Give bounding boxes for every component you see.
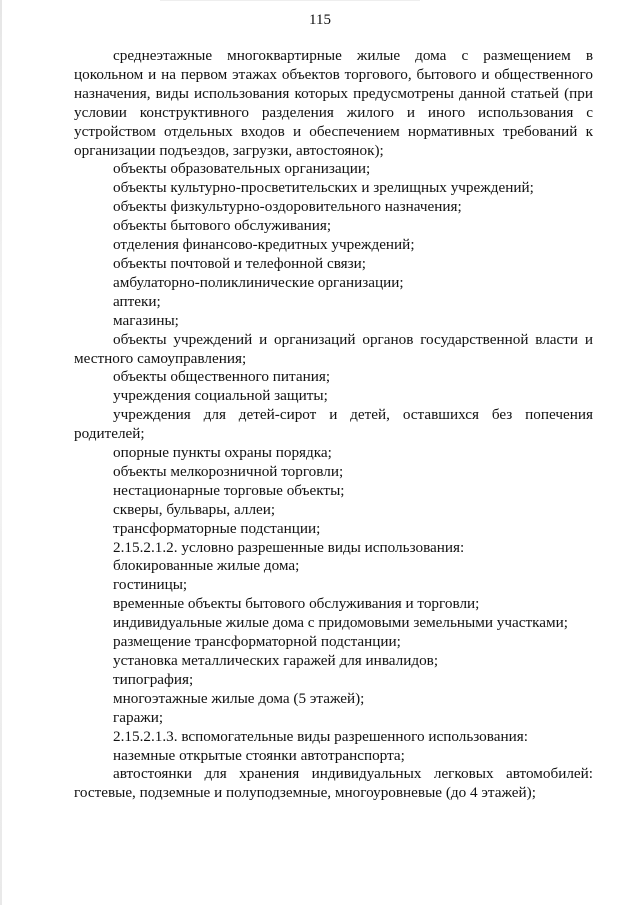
list-item: объекты образовательных организации;: [113, 160, 371, 178]
document-body: [74, 47, 593, 803]
list-item: объекты физкультурно-оздоровительного назначения;: [113, 198, 462, 216]
body-paragraph: учреждения для детей-сирот и детей, оставшихся без попечения родителей;: [74, 406, 593, 443]
list-item: гаражи;: [113, 708, 164, 726]
list-item: установка металлических гаражей для инвалидов;: [113, 652, 439, 669]
list-item: учреждения социальной защиты;: [113, 387, 328, 405]
list-item: объекты культурно-просветительских и зрелищных учреждений;: [113, 179, 534, 197]
list-item: объекты бытового обслуживания;: [113, 217, 332, 235]
list-item: скверы, бульвары, аллеи;: [113, 500, 276, 518]
scan-edge-shadow: [0, 0, 2, 905]
list-item: отделения финансово-кредитных учреждений;: [113, 236, 415, 254]
page-number: 115: [309, 12, 331, 28]
list-item: магазины;: [113, 311, 179, 329]
list-item: 2.15.2.1.2. условно разрешенные виды использования:: [113, 538, 465, 556]
list-item: амбулаторно-поликлинические организации;: [113, 273, 404, 291]
list-item: многоэтажные жилые дома (5 этажей);: [113, 689, 365, 707]
body-paragraph: автостоянки для хранения индивидуальных легковых автомобилей: гостевые, подземные и полуподземные, многоуровневые (до 4 этажей);: [74, 765, 593, 802]
list-item: временные объекты бытового обслуживания и торговли;: [113, 595, 480, 613]
list-item: объекты общественного питания;: [113, 368, 331, 386]
body-paragraph: среднеэтажные многоквартирные жилые дома с размещением в цокольном и на первом этажах объектов торгового, бытового и общественного назначения, виды использования которых предусмотрены данной статьей (при условии конструктивного разделения жилого и иного использования с устройством отдельных входов и обеспечением нормативных требований к организации подъездов, загрузки, автостоянок);: [74, 47, 593, 159]
body-paragraph: объекты учреждений и организаций органов государственной власти и местного самоуправления;: [74, 330, 593, 367]
list-item: индивидуальные жилые дома с придомовыми земельными участками;: [113, 614, 568, 632]
scan-top-mark: [160, 0, 420, 1]
list-item: нестационарные торговые объекты;: [113, 481, 345, 499]
list-item: опорные пункты охраны порядка;: [113, 444, 332, 462]
list-item: трансформаторные подстанции;: [113, 519, 321, 537]
list-item: наземные открытые стоянки автотранспорта;: [113, 746, 405, 764]
list-item: аптеки;: [113, 292, 161, 310]
list-item: типография;: [113, 670, 194, 688]
list-item: 2.15.2.1.3. вспомогательные виды разрешенного использования:: [113, 727, 528, 745]
list-item: блокированные жилые дома;: [113, 557, 300, 575]
list-item: гостиницы;: [113, 576, 188, 594]
list-item: объекты почтовой и телефонной связи;: [113, 254, 366, 272]
list-item: объекты мелкорозничной торговли;: [113, 462, 344, 480]
list-item: размещение трансформаторной подстанции;: [113, 633, 401, 651]
